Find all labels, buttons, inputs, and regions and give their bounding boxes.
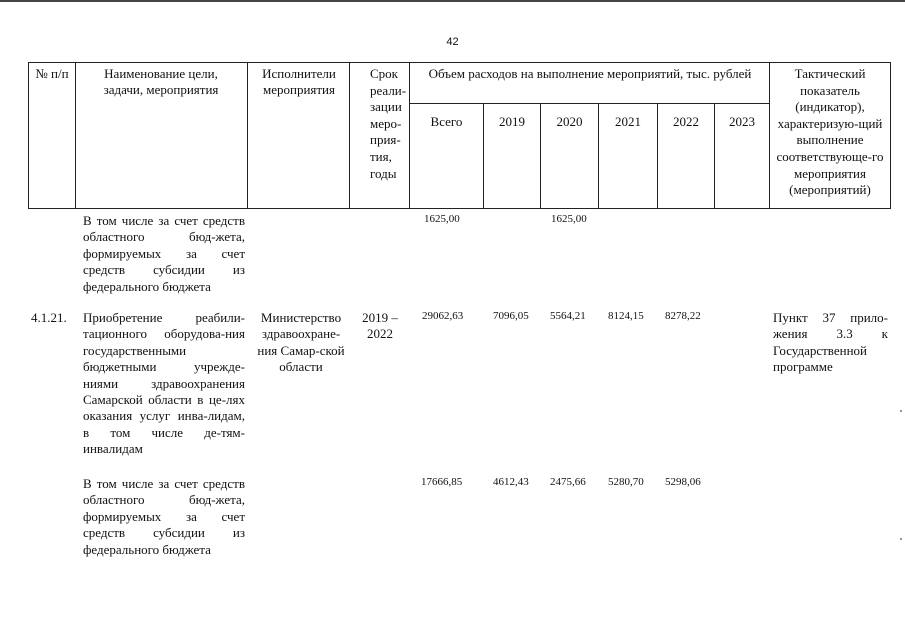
header-indicator: Тактический показатель (индикатор), характеризую-щий выполнение соответствующе-го мероприятия (мероприятий) (776, 66, 884, 198)
row-name: В том числе за счет средств областного бюд-жета, формируемых за счет средств субсидии из федерального бюджета (83, 476, 245, 557)
header-name: Наименование цели, задачи, мероприятия (103, 66, 219, 97)
header-year-2019: 2019 (499, 114, 525, 129)
header-year-2023: 2023 (729, 114, 755, 129)
header-term: Срок реали-зации меро-прия-тия, годы (370, 66, 407, 181)
header-year-2021: 2021 (615, 114, 641, 129)
table-header (28, 62, 891, 209)
header-year-2020: 2020 (556, 114, 583, 129)
row-total: 1625,00 (424, 213, 460, 225)
row-2022: 5298,06 (665, 476, 701, 488)
row-2021: 8124,15 (608, 310, 644, 322)
row-2021: 5280,70 (608, 476, 644, 488)
row-name: Приобретение реабили-тационного оборудова-ния государственными бюджетными учрежде-ниями здравоохранения Самарской области в це-лях оказания услуг инва-лидам, в том числе де-тям-инвалидам (83, 310, 245, 457)
row-total: 17666,85 (421, 476, 463, 488)
row-2020: 1625,00 (551, 213, 587, 225)
scan-speck (900, 538, 902, 540)
row-2020: 2475,66 (550, 476, 586, 488)
row-2020: 5564,21 (550, 310, 586, 322)
row-number: 4.1.21. (31, 310, 67, 325)
top-border-line (0, 0, 905, 2)
row-2022: 8278,22 (665, 310, 701, 322)
row-indicator: Пункт 37 прило-жения 3.3 к Государственной программе (773, 310, 888, 375)
header-year-2022: 2022 (673, 114, 699, 129)
row-total: 29062,63 (422, 310, 464, 322)
scan-speck (900, 410, 902, 412)
header-num: № п/п (35, 66, 69, 81)
header-executor: Исполнители мероприятия (262, 66, 336, 97)
row-2019: 4612,43 (493, 476, 529, 488)
header-total: Всего (430, 114, 463, 129)
row-executor: Министерство здравоохране-ния Самар-ской области (257, 310, 345, 375)
row-2019: 7096,05 (493, 310, 529, 322)
header-amount: Объем расходов на выполнение мероприятий, тыс. рублей (428, 66, 752, 81)
page-number: 42 (446, 36, 459, 48)
row-name: В том числе за счет средств областного бюд-жета, формируемых за счет средств субсидии из федерального бюджета (83, 213, 245, 294)
row-term: 2019 – 2022 (362, 310, 398, 342)
